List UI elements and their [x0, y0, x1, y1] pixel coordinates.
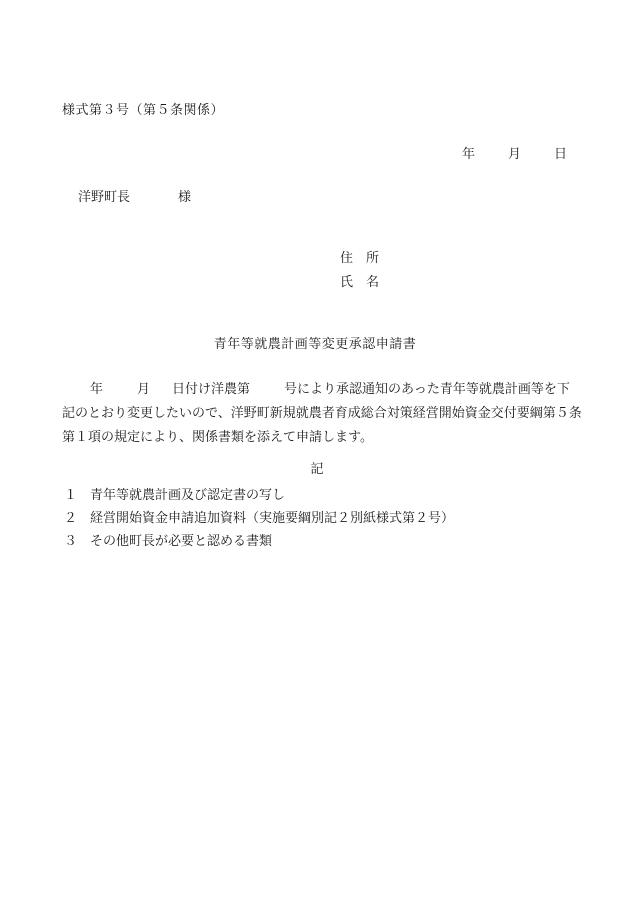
form-number: 様式第３号（第５条関係） [62, 103, 225, 118]
list-item-text: 青年等就農計画及び認定書の写し [90, 488, 286, 503]
applicant-name-label: 氏 名 [340, 275, 380, 290]
recipient-honorific: 様 [178, 190, 192, 205]
applicant-address-label: 住 所 [340, 251, 380, 266]
list-item-number: ３ [64, 534, 78, 549]
attachment-list [64, 484, 454, 553]
list-item-text: 経営開始資金申請追加資料（実施要綱別記２別紙様式第２号） [90, 511, 455, 526]
list-item-number: １ [64, 488, 78, 503]
list-item-text: その他町長が必要と認める書類 [90, 534, 273, 549]
list-item [64, 507, 454, 530]
list-item [64, 530, 454, 553]
list-item [64, 484, 454, 507]
recipient [78, 191, 191, 204]
document-title: 青年等就農計画等変更承認申請書 [213, 337, 417, 352]
date-month-label: 月 [508, 147, 522, 162]
recipient-name: 洋野町長 [78, 190, 131, 205]
body-text: 年 月 日付け洋農第 号により承認通知のあった青年等就農計画等を下記のとおり変更したいので、洋野町新規就農者育成総合対策経営開始資金交付要綱第５条第１項の規定により、関係書類を添えて申請します。 [62, 382, 582, 445]
date-year-label: 年 [462, 147, 476, 162]
date-day-label: 日 [554, 147, 568, 162]
list-item-number: ２ [64, 511, 78, 526]
ki-heading: 記 [310, 462, 324, 477]
date-line [462, 148, 567, 161]
